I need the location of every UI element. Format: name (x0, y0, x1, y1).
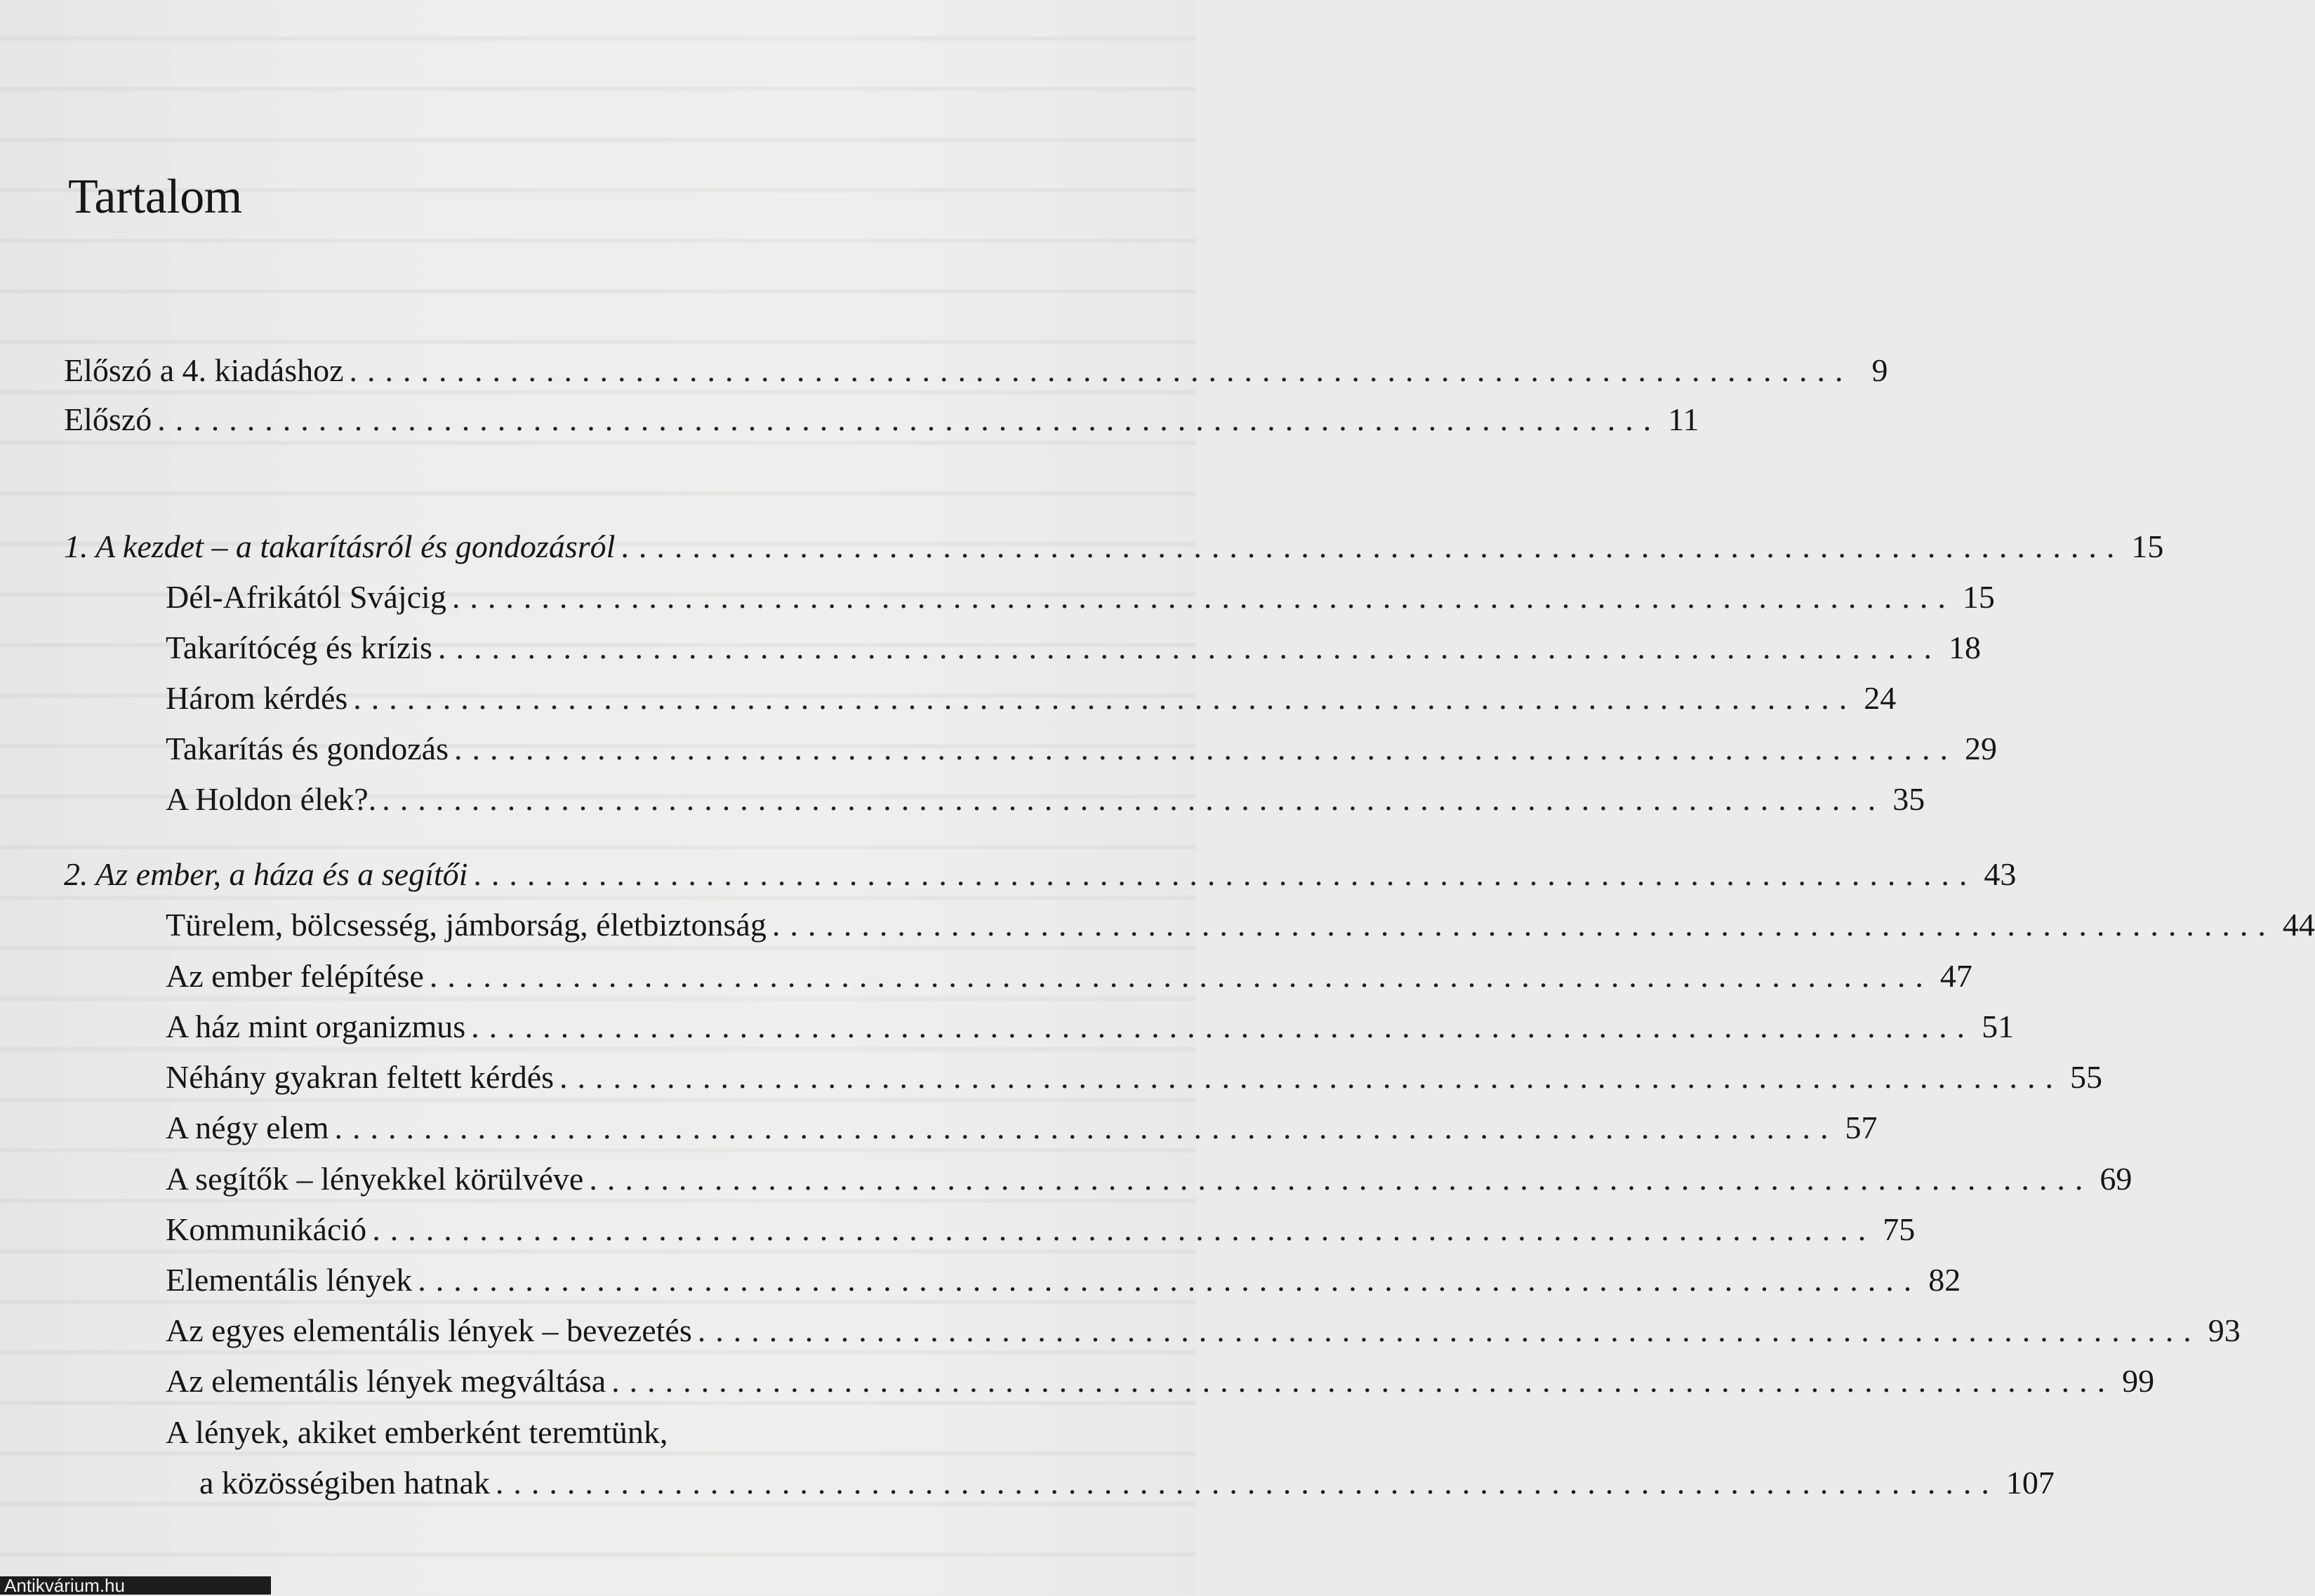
leader-dots: .................................................................................... (334, 1110, 1838, 1145)
leader-dots: .................................................................................... (382, 781, 1886, 817)
toc-entry-label-first-line: A lények, akiket emberként teremtünk, (166, 1414, 668, 1450)
toc-chapter-1 (64, 525, 2164, 568)
toc-entry-label: Dél-Afrikától Svájcig (166, 579, 446, 615)
leader-dots: .................................................................................... (473, 856, 1977, 892)
toc-entry-label: Az ember felépítése (166, 958, 424, 994)
toc-page-number: 29 (1964, 731, 1997, 766)
toc-entry-label: A segítők – lényekkel körülvéve (166, 1161, 584, 1197)
leader-dots: .................................................................................... (559, 1059, 2064, 1095)
leader-dots: .................................................................................... (451, 579, 1956, 615)
leader-dots: .................................................................................... (437, 630, 1942, 665)
leader-dots: .................................................................................... (697, 1312, 2201, 1348)
toc-entry-label: A ház mint organizmus (166, 1009, 466, 1044)
toc-entry-label: Kommunikáció (166, 1211, 367, 1247)
toc-entry-preface (64, 398, 1699, 441)
toc-page-number: 35 (1892, 781, 1925, 817)
toc-chapter-label: 1. A kezdet – a takarításról és gondozásról (64, 528, 616, 564)
toc-chapter-2 (64, 853, 2017, 896)
toc-entry-label: Előszó (64, 401, 152, 437)
toc-page-number: 47 (1939, 958, 1972, 994)
toc-page-number: 57 (1845, 1110, 1878, 1145)
toc-page-number: 15 (1962, 579, 1995, 615)
toc-entry (166, 955, 1972, 998)
toc-entry-label: Elementális lények (166, 1262, 413, 1298)
toc-entry-label: A Holdon élek?. (166, 781, 377, 817)
toc-entry (166, 576, 1995, 619)
toc-page-number: 107 (2005, 1465, 2055, 1501)
toc-page-number: 9 (1871, 352, 1888, 388)
leader-dots: .................................................................................... (418, 1262, 1922, 1298)
toc-page-number: 51 (1982, 1009, 2015, 1044)
toc-page-number: 43 (1984, 856, 2017, 892)
toc-entry (166, 1157, 2132, 1201)
toc-entry-label: Néhány gyakran feltett kérdés (166, 1059, 555, 1095)
toc-page-number: 55 (2070, 1059, 2103, 1095)
toc-page-number: 99 (2122, 1363, 2155, 1399)
toc-page-number: 75 (1883, 1211, 1916, 1247)
leader-dots: .................................................................................... (349, 352, 1853, 388)
watermark-banner: Antikvárium.hu (0, 1576, 271, 1595)
toc-entry (166, 903, 2315, 947)
toc-entry-label: Türelem, bölcsesség, jámborság, életbiztonság (166, 907, 767, 943)
toc-entry-label: Előszó a 4. kiadáshoz (64, 352, 344, 388)
toc-entry-label: a közösségiben hatnak (199, 1465, 490, 1501)
toc-entry (166, 1056, 2103, 1099)
toc-entry (166, 1359, 2155, 1403)
toc-entry (166, 677, 1897, 720)
leader-dots: .................................................................................... (611, 1363, 2116, 1399)
toc-entry (199, 1461, 2055, 1505)
leader-dots: .................................................................................... (353, 680, 1857, 716)
toc-page-number: 18 (1948, 630, 1981, 665)
toc-entry (166, 1208, 1916, 1251)
toc-entry-label: Takarítás és gondozás (166, 731, 449, 766)
toc-entry-label: A négy elem (166, 1110, 329, 1145)
leader-dots: .................................................................................... (471, 1009, 1975, 1044)
leader-dots: .................................................................................... (589, 1161, 2093, 1197)
toc-page-number: 15 (2131, 528, 2164, 564)
toc-page-number: 24 (1864, 680, 1897, 716)
leader-dots: .................................................................................... (495, 1465, 1999, 1501)
toc-entry-preface-4th-edition (64, 349, 1888, 392)
toc-entry-label: Takarítócég és krízis (166, 630, 432, 665)
toc-entry-label: Három kérdés (166, 680, 348, 716)
toc-entry (166, 626, 1981, 670)
toc-entry-label: Az elementális lények megváltása (166, 1363, 606, 1399)
toc-entry (166, 1106, 1878, 1150)
leader-dots: .................................................................................... (771, 907, 2276, 943)
leader-dots: .................................................................................... (621, 528, 2125, 564)
toc-page-number: 44 (2282, 907, 2315, 943)
toc-page-number: 11 (1668, 401, 1699, 437)
toc-entry (166, 778, 1925, 821)
toc-entry (166, 1258, 1961, 1302)
leader-dots: .................................................................................... (157, 401, 1661, 437)
toc-entry (166, 1005, 2015, 1049)
page-title: Tartalom (68, 170, 242, 224)
toc-entry (166, 1309, 2241, 1352)
toc-page-number: 69 (2100, 1161, 2132, 1197)
leader-dots: .................................................................................... (429, 958, 1933, 994)
toc-entry-label: Az egyes elementális lények – bevezetés (166, 1312, 692, 1348)
toc-entry (166, 727, 1997, 771)
leader-dots: .................................................................................... (453, 731, 1958, 766)
toc-chapter-label: 2. Az ember, a háza és a segítői (64, 856, 468, 892)
toc-page-number: 82 (1928, 1262, 1961, 1298)
leader-dots: .................................................................................... (372, 1211, 1876, 1247)
toc-page-number: 93 (2208, 1312, 2241, 1348)
